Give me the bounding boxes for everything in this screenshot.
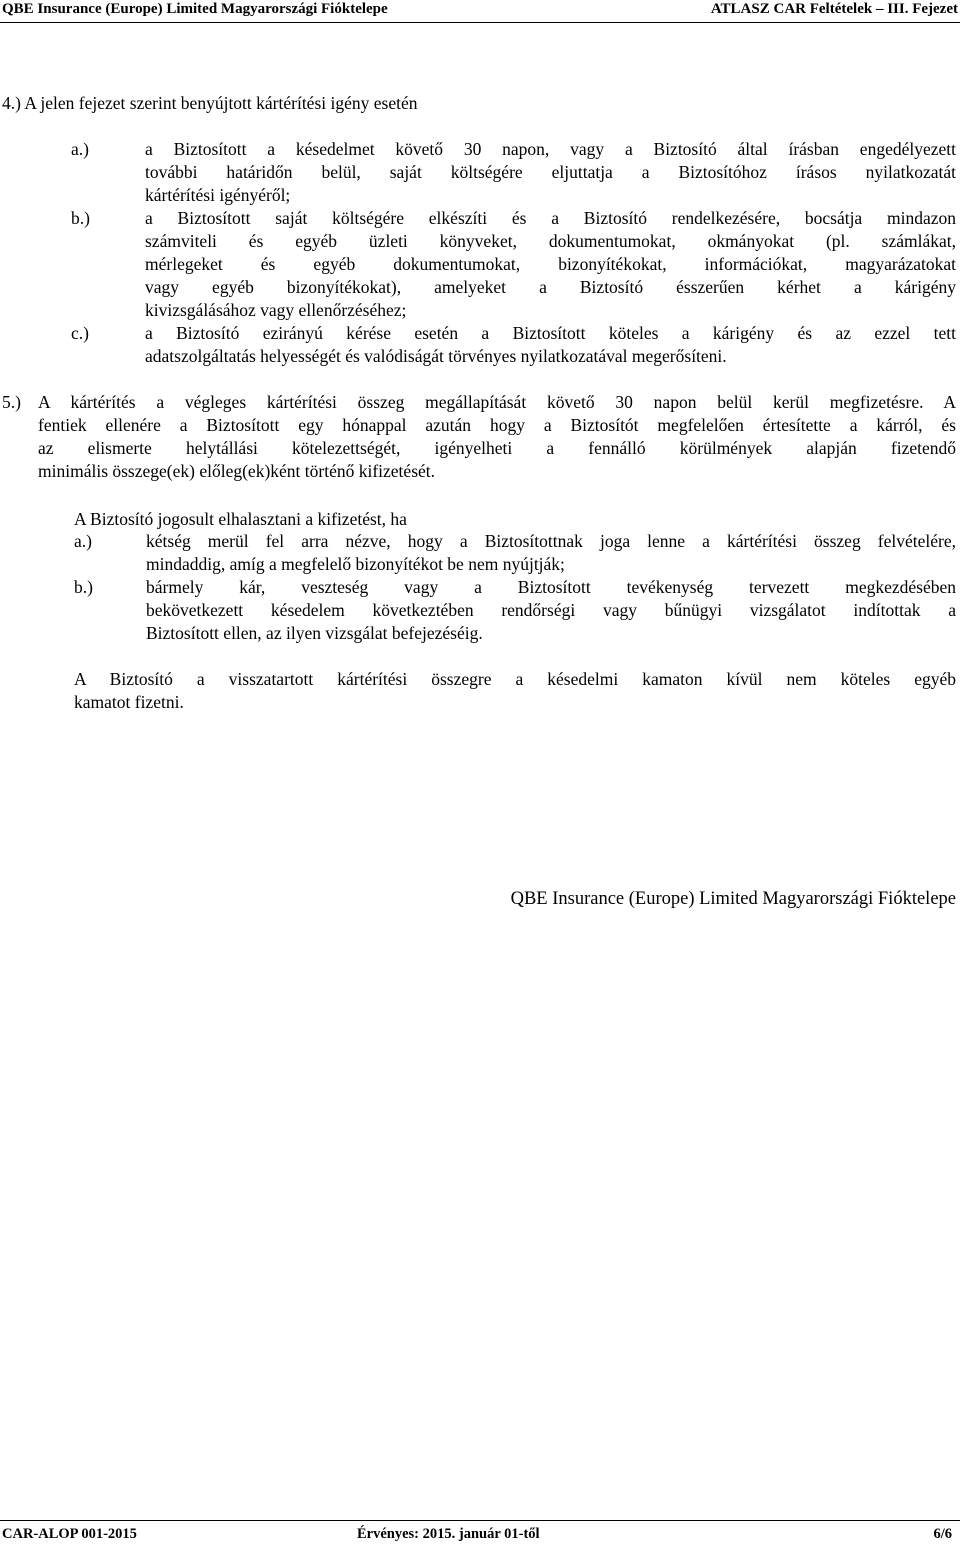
postpone-b-line-2: bekövetkezett késedelem következtében rendőrségi vagy bűnügyi vizsgálatot indítottak a: [146, 600, 956, 620]
section-4-heading: 4.) A jelen fejezet szerint benyújtott kártérítési igény esetén: [2, 93, 418, 113]
footer-document-code: CAR-ALOP 001-2015: [2, 1526, 137, 1542]
postpone-b-label: b.): [74, 577, 93, 597]
item-4a-line-1: a Biztosított a késedelmet követő 30 napon, vagy a Biztosító által írásban engedélyezett: [145, 139, 956, 159]
item-4a-line-3: kártérítési igényéről;: [145, 185, 291, 205]
item-4b-line-2: számviteli és egyéb üzleti könyveket, dokumentumokat, okmányokat (pl. számlákat,: [145, 231, 956, 251]
footer-page-number: 6/6: [933, 1526, 952, 1542]
postpone-b-line-1: bármely kár, veszteség vagy a Biztosított tevékenység tervezett megkezdésében: [146, 577, 956, 597]
header-company: QBE Insurance (Europe) Limited Magyarországi Fióktelepe: [2, 1, 388, 17]
item-4c-label: c.): [71, 323, 89, 343]
item-4c-line-2: adatszolgáltatás helyességét és valódiságát törvényes nyilatkozatával megerősíteni.: [145, 346, 727, 366]
postpone-a-label: a.): [74, 531, 92, 551]
header-document-title: ATLASZ CAR Feltételek – III. Fejezet: [710, 1, 958, 17]
page-footer: [0, 1520, 960, 1549]
postpone-b-line-3: Biztosított ellen, az ilyen vizsgálat befejezéséig.: [146, 623, 483, 643]
item-4b-line-4: vagy egyéb bizonyítékokat), amelyeket a Biztosító ésszerűen kérhet a kárigény: [145, 277, 956, 297]
item-4c-line-1: a Biztosító ezirányú kérése esetén a Biztosított köteles a kárigény és az ezzel tett: [145, 323, 956, 343]
section-5-line-3: az elismerte helytállási kötelezettségét, igényelheti a fennálló körülmények alapján fizetendő: [38, 438, 956, 458]
item-4b-line-3: mérlegeket és egyéb dokumentumokat, bizonyítékokat, információkat, magyarázatokat: [145, 254, 956, 274]
section-5-number: 5.): [2, 392, 21, 412]
section-5-line-1: A kártérítés a végleges kártérítési összeg megállapítását követő 30 napon belül kerül megfizetésre. A: [38, 392, 956, 412]
page-header: [0, 0, 960, 23]
closing-line-2: kamatot fizetni.: [74, 692, 184, 712]
item-4b-line-5: kivizsgálásához vagy ellenőrzéséhez;: [145, 300, 407, 320]
section-5-line-2: fentiek ellenére a Biztosított egy hónappal azután hogy a Biztosítót megfelelően értesítette a kárról, és: [38, 415, 956, 435]
item-4b-label: b.): [71, 208, 90, 228]
postpone-intro: A Biztosító jogosult elhalasztani a kifizetést, ha: [74, 509, 407, 529]
item-4a-line-2: további határidőn belül, saját költségére eljuttatja a Biztosítóhoz írásos nyilatkozatát: [145, 162, 956, 182]
closing-line-1: A Biztosító a visszatartott kártérítési összegre a késedelmi kamaton kívül nem köteles egyéb: [74, 669, 956, 689]
signature-company: QBE Insurance (Europe) Limited Magyarországi Fióktelepe: [510, 889, 956, 909]
item-4a-label: a.): [71, 139, 89, 159]
item-4b-line-1: a Biztosított saját költségére elkészíti és a Biztosító rendelkezésére, bocsátja mindazon: [145, 208, 956, 228]
footer-validity: Érvényes: 2015. január 01-től: [357, 1526, 540, 1542]
postpone-a-line-1: kétség merül fel arra nézve, hogy a Biztosítottnak joga lenne a kártérítési összeg felvételére,: [146, 531, 956, 551]
postpone-a-line-2: mindaddig, amíg a megfelelő bizonyítékot be nem nyújtják;: [146, 554, 565, 574]
section-5-line-4: minimális összege(ek) előleg(ek)ként történő kifizetését.: [38, 461, 436, 481]
